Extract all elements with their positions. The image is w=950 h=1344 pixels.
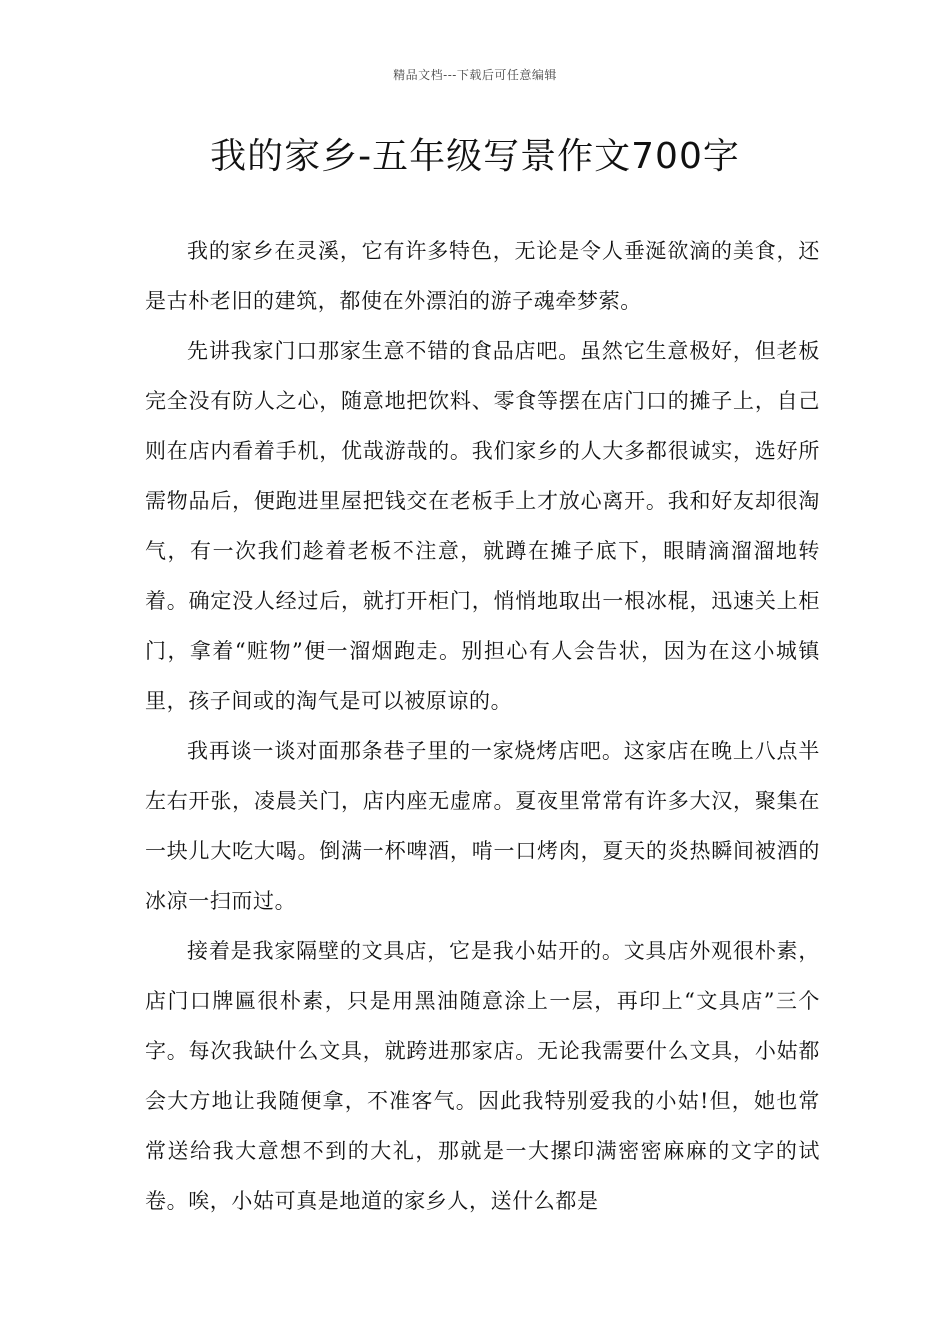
document-title: 我的家乡-五年级写景作文700字 [210,136,740,177]
paragraph: 接着是我家隔壁的文具店，它是我小姑开的。文具店外观很朴素，店门口牌匾很朴素，只是用黑油随意涂上一层，再印上“文具店”三个字。每次我缺什么文具，就跨进那家店。无论我需要什么文具，小姑都会大方地让我随便拿，不准客气。因此我特别爱我的小姑!但，她也常常送给我大意想不到的大礼，那就是一大摞印满密密麻麻的文字的试卷。唉，小姑可真是地道的家乡人，送什么都是 [145,939,820,1213]
paragraph: 我再谈一谈对面那条巷子里的一家烧烤店吧。这家店在晚上八点半左右开张，凌晨关门，店内座无虚席。夏夜里常常有许多大汉，聚集在一块儿大吃大喝。倒满一杯啤酒，啃一口烤肉，夏天的炎热瞬间被酒的冰凉一扫而过。 [145,739,820,913]
document-body [145,226,820,1226]
paragraph: 我的家乡在灵溪，它有许多特色，无论是令人垂涎欲滴的美食，还是古朴老旧的建筑，都使在外漂泊的游子魂牵梦萦。 [145,239,820,313]
paragraph: 先讲我家门口那家生意不错的食品店吧。虽然它生意极好，但老板完全没有防人之心，随意地把饮料、零食等摆在店门口的摊子上，自己则在店内看着手机，优哉游哉的。我们家乡的人大多都很诚实，选好所需物品后，便跑进里屋把钱交在老板手上才放心离开。我和好友却很淘气，有一次我们趁着老板不注意，就蹲在摊子底下，眼睛滴溜溜地转着。确定没人经过后，就打开柜门，悄悄地取出一根冰棍，迅速关上柜门，拿着“赃物”便一溜烟跑走。别担心有人会告状，因为在这小城镇里，孩子间或的淘气是可以被原谅的。 [145,339,820,713]
header-note: 精品文档---下载后可任意编辑 [393,68,557,82]
